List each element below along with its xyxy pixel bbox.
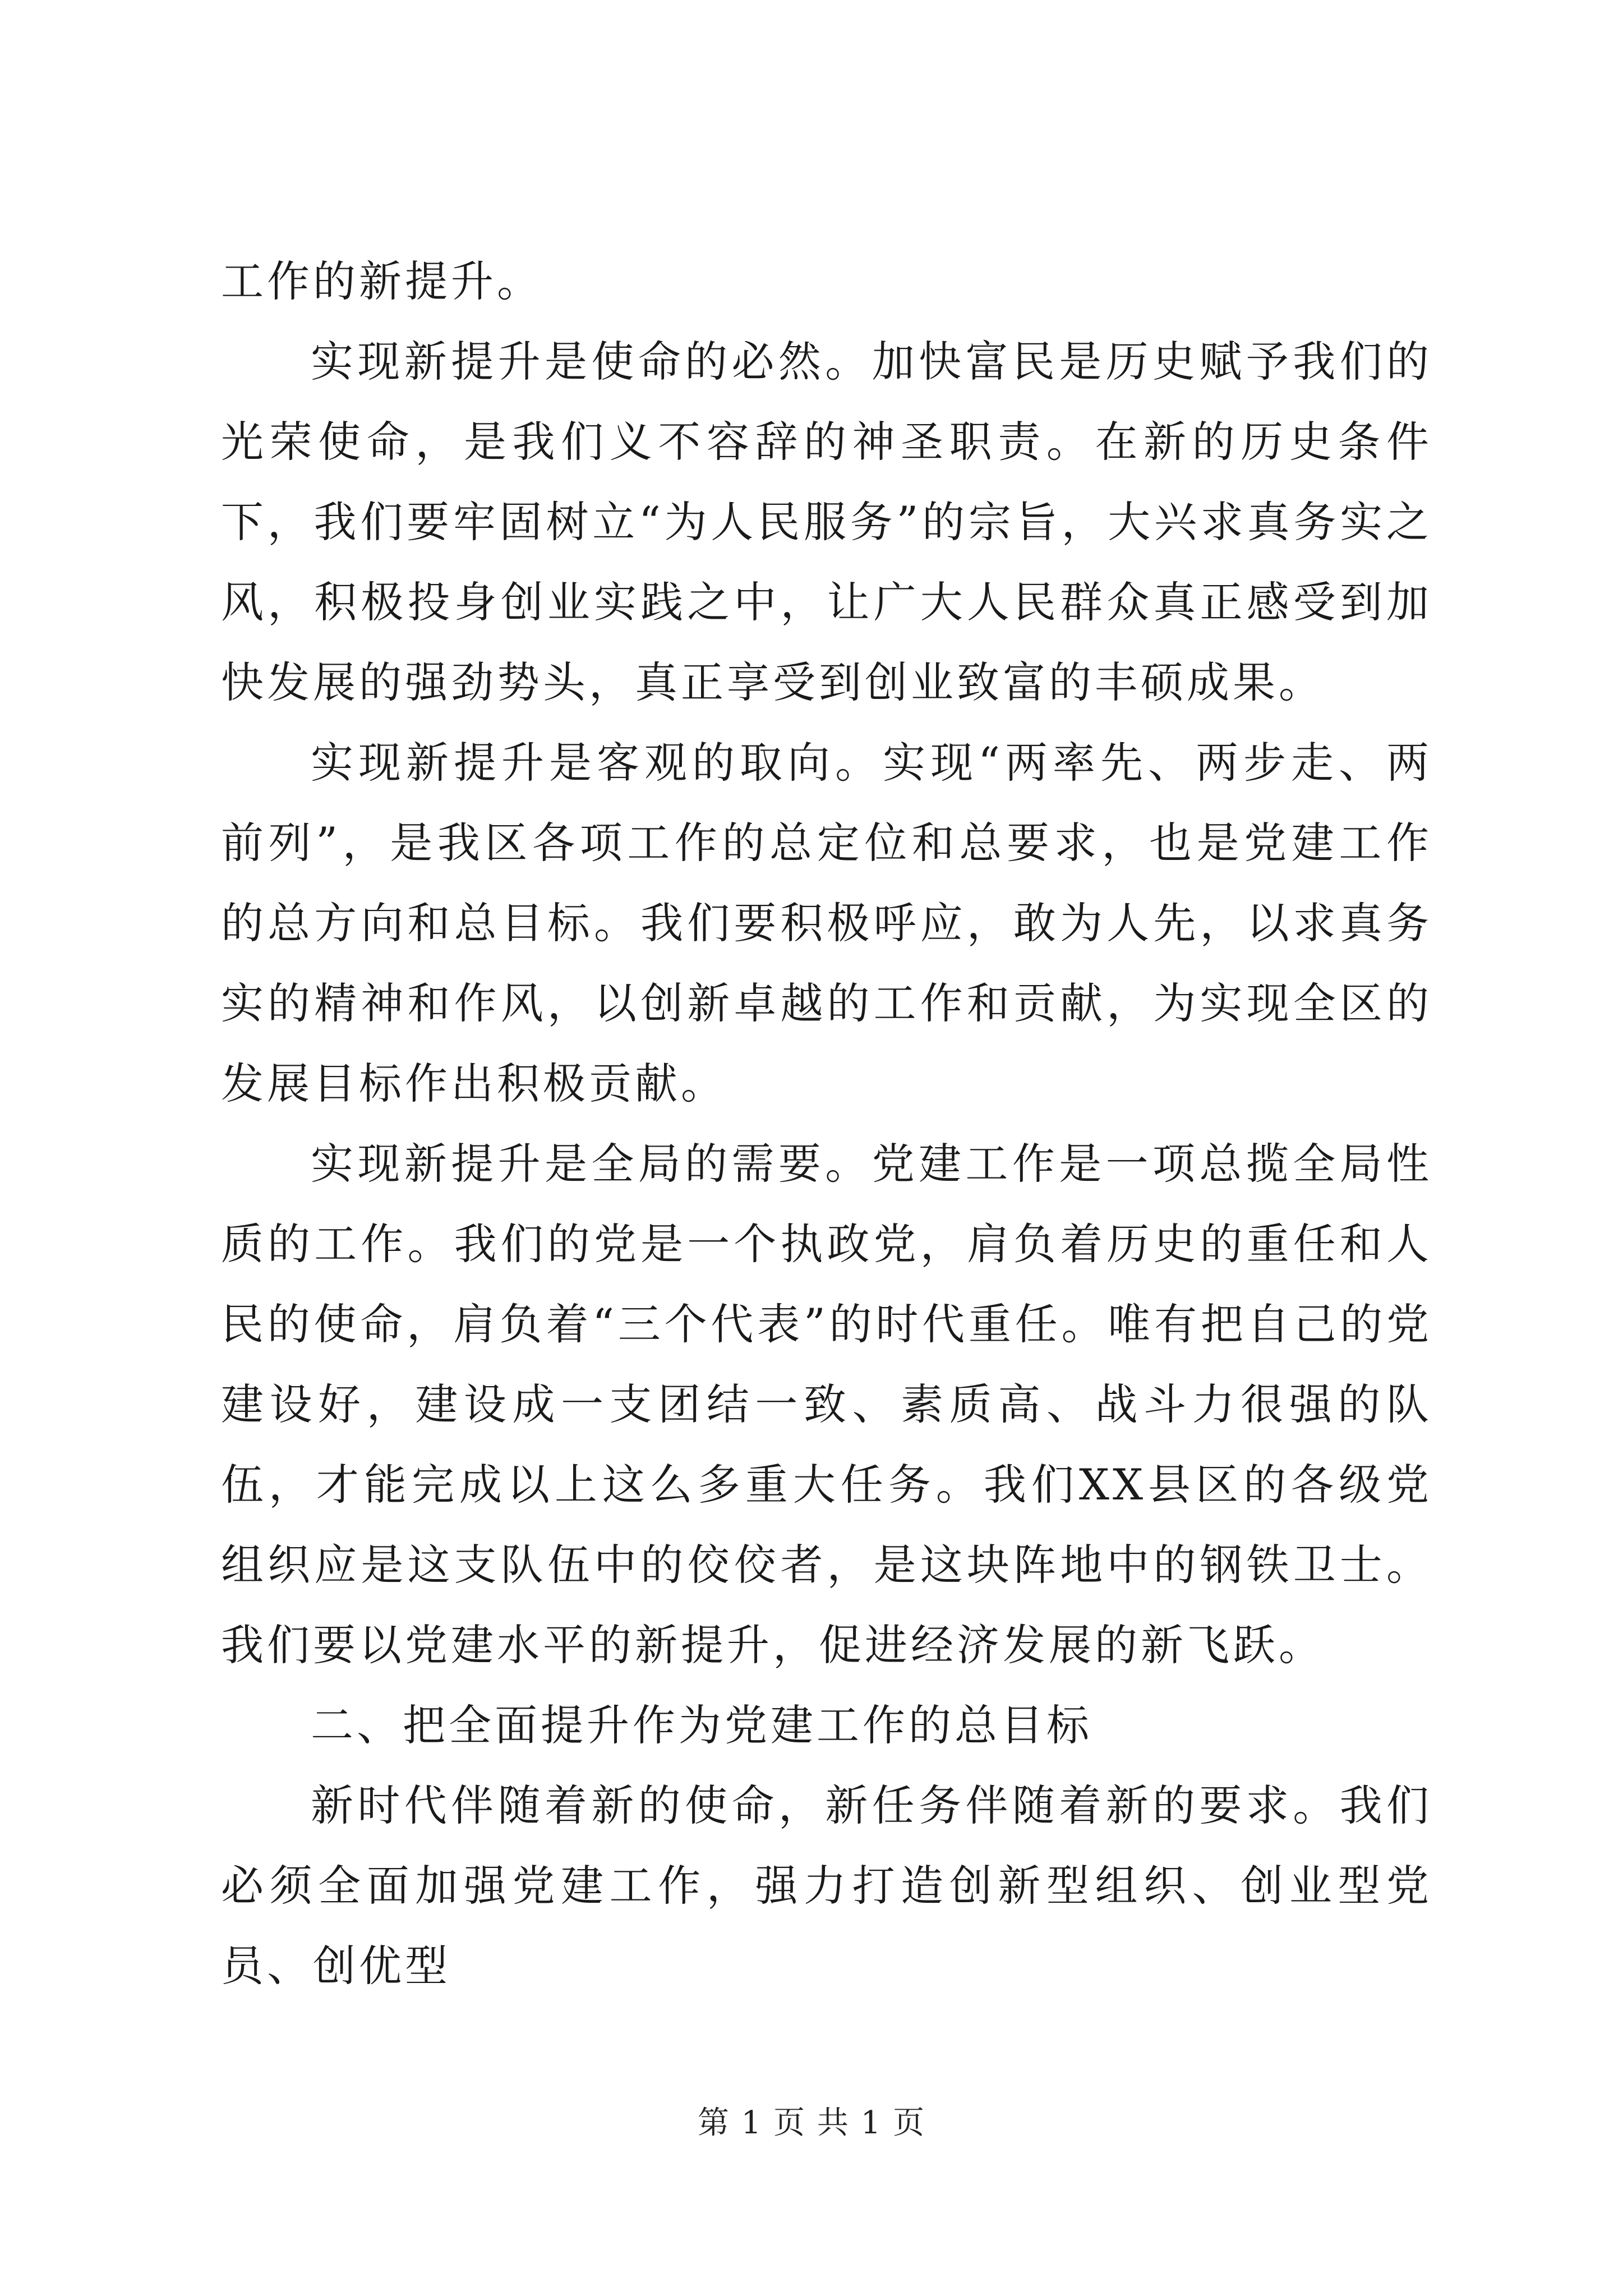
paragraph-new-era: 新时代伴随着新的使命，新任务伴随着新的要求。我们必须全面加强党建工作，强力打造创新型组织、创业型党员、创优型 [221, 1780, 1432, 1991]
paragraph-orientation: 实现新提升是客观的取向。实现“两率先、两步走、两前列”，是我区各项工作的总定位和总要求，也是党建工作的总方向和总目标。我们要积极呼应，敢为人先，以求真务实的精神和作风，以创新卓越的工作和贡献，为实现全区的发展目标作出积极贡献。 [221, 738, 1432, 1108]
paragraph-overall-need: 实现新提升是全局的需要。党建工作是一项总揽全局性质的工作。我们的党是一个执政党，肩负着历史的重任和人民的使命，肩负着“三个代表”的时代重任。唯有把自己的党建设好，建设成一支团结一致、素质高、战斗力很强的队伍，才能完成以上这么多重大任务。我们XX县区的各级党组织应是这支队伍中的佼佼者，是这块阵地中的钢铁卫士。我们要以党建水平的新提升，促进经济发展的新飞跃。 [221, 1139, 1432, 1670]
document-body [221, 241, 1432, 2006]
paragraph-continuation: 工作的新提升。 [221, 256, 543, 306]
section-heading: 二、把全面提升作为党建工作的总目标 [311, 1700, 1092, 1750]
paragraph-mission: 实现新提升是使命的必然。加快富民是历史赋予我们的光荣使命，是我们义不容辞的神圣职责。在新的历史条件下，我们要牢固树立“为人民服务”的宗旨，大兴求真务实之风，积极投身创业实践之中，让广大人民群众真正感受到加快发展的强劲势头，真正享受到创业致富的丰硕成果。 [221, 337, 1432, 707]
page-number-footer: 第 1 页 共 1 页 [697, 2105, 926, 2141]
